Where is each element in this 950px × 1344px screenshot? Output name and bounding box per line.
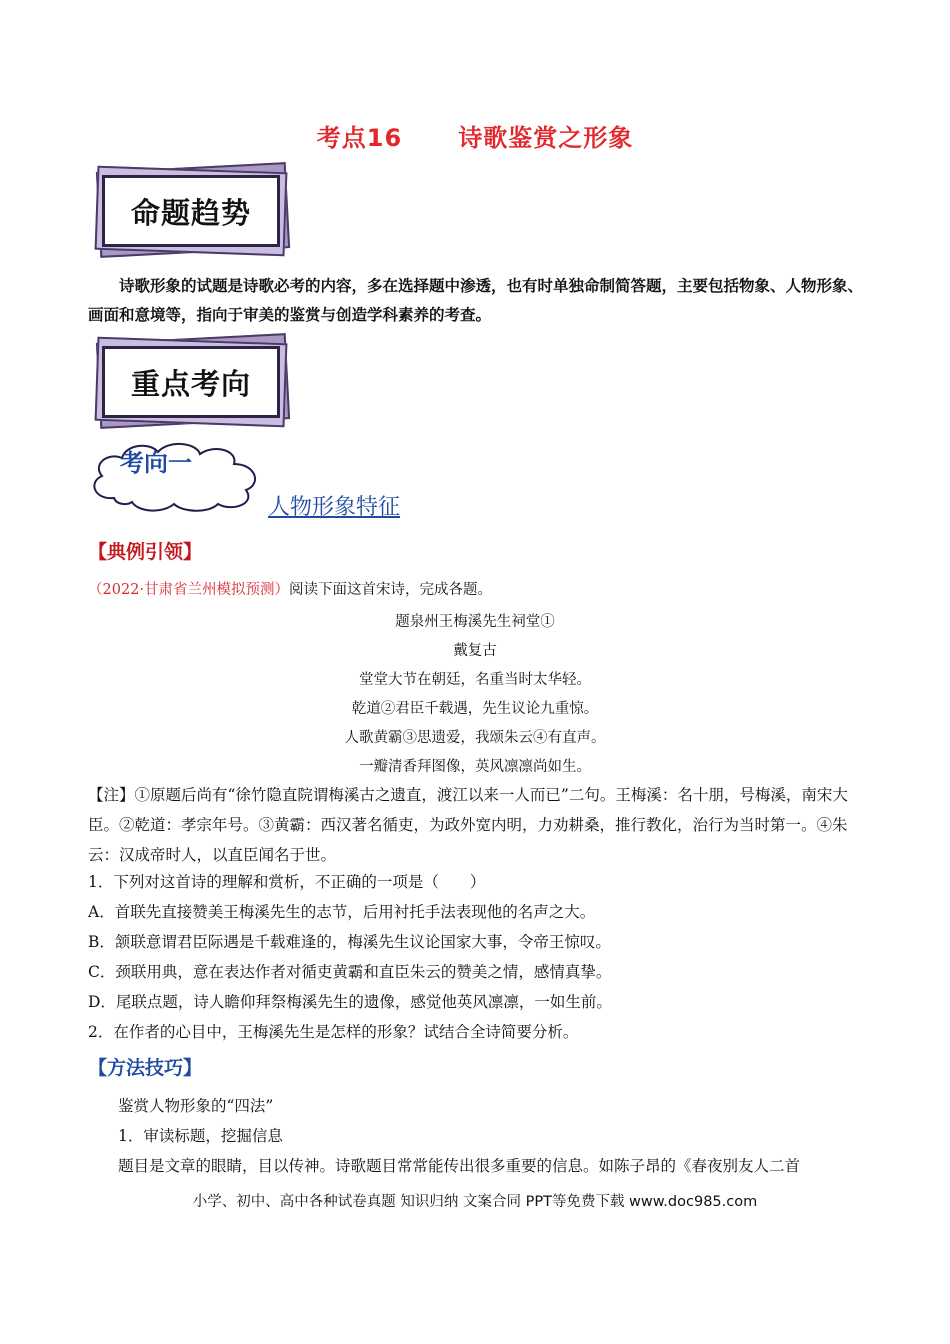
option-b: B．颔联意谓君臣际遇是千载难逢的，梅溪先生议论国家大事，令帝王惊叹。: [88, 933, 611, 951]
poem-line: 乾道②君臣千载遇，先生议论九重惊。: [351, 701, 599, 717]
source-line: [88, 578, 492, 599]
poem-note: 【注】①原题后尚有“徐竹隐直院谓梅溪古之遗直，渡江以来一人而已”二句。王梅溪：名十朋，号梅溪，南宋大臣。②乾道：孝宗年号。③黄霸：西汉著名循吏，为政外宽内明，力劝耕桑，推行教化，治行为当时第一。④朱云：汉成帝时人，以直臣闻名于世。: [88, 786, 848, 864]
method-line: 鉴赏人物形象的“四法”: [118, 1097, 274, 1115]
title-part2: 诗歌鉴赏之形象: [458, 124, 634, 152]
page-title: [0, 118, 950, 153]
example-heading: 【典例引领】: [88, 541, 203, 563]
option-a: A．首联先直接赞美王梅溪先生的志节，后用衬托手法表现他的名声之大。: [88, 903, 596, 921]
title-part1: 考点16: [316, 124, 403, 152]
trend-banner: [92, 163, 288, 255]
question-1: 1．下列对这首诗的理解和赏析，不正确的一项是（ ）: [88, 873, 486, 891]
poem-line: 堂堂大节在朝廷，名重当时太华轻。: [359, 672, 591, 688]
page-footer: 小学、初中、高中各种试卷真题 知识归纳 文案合同 PPT等免费下载 www.doc985.com: [192, 1194, 758, 1210]
option-d: D．尾联点题，诗人瞻仰拜祭梅溪先生的遗像，感觉他英风凛凛，一如生前。: [88, 993, 612, 1011]
source-tag: （2022·甘肃省兰州模拟预测）: [88, 582, 290, 598]
poem-line: 人歌黄霸③思遗爱，我颂朱云④有直声。: [344, 730, 606, 746]
option-c: C．颈联用典，意在表达作者对循吏黄霸和直臣朱云的赞美之情，感情真挚。: [88, 963, 612, 981]
trend-paragraph: 诗歌形象的试题是诗歌必考的内容，多在选择题中渗透，也有时单独命制简答题，主要包括物象、人物形象、画面和意境等，指向于审美的鉴赏与创造学科素养的考查。: [88, 276, 864, 324]
poem-title: 题泉州王梅溪先生祠堂①: [395, 614, 555, 630]
method-heading: 【方法技巧】: [88, 1057, 203, 1079]
direction-label: 考向一: [120, 449, 192, 477]
trend-banner-label: 命题趋势: [102, 175, 280, 247]
method-line: 题目是文章的眼睛，目以传神。诗歌题目常常能传出很多重要的信息。如陈子昂的《春夜别友人二首: [118, 1157, 801, 1175]
direction-subtitle[interactable]: 人物形象特征: [268, 495, 401, 520]
poem-line: 一瓣清香拜图像，英风凛凛尚如生。: [359, 759, 591, 775]
source-text: 阅读下面这首宋诗，完成各题。: [289, 582, 493, 598]
method-line: 1．审读标题，挖掘信息: [118, 1127, 283, 1145]
focus-banner-label: 重点考向: [102, 346, 280, 418]
poem-author: 戴复古: [453, 643, 497, 659]
question-2: 2．在作者的心目中，王梅溪先生是怎样的形象？试结合全诗简要分析。: [88, 1023, 579, 1041]
focus-banner: [92, 334, 288, 426]
